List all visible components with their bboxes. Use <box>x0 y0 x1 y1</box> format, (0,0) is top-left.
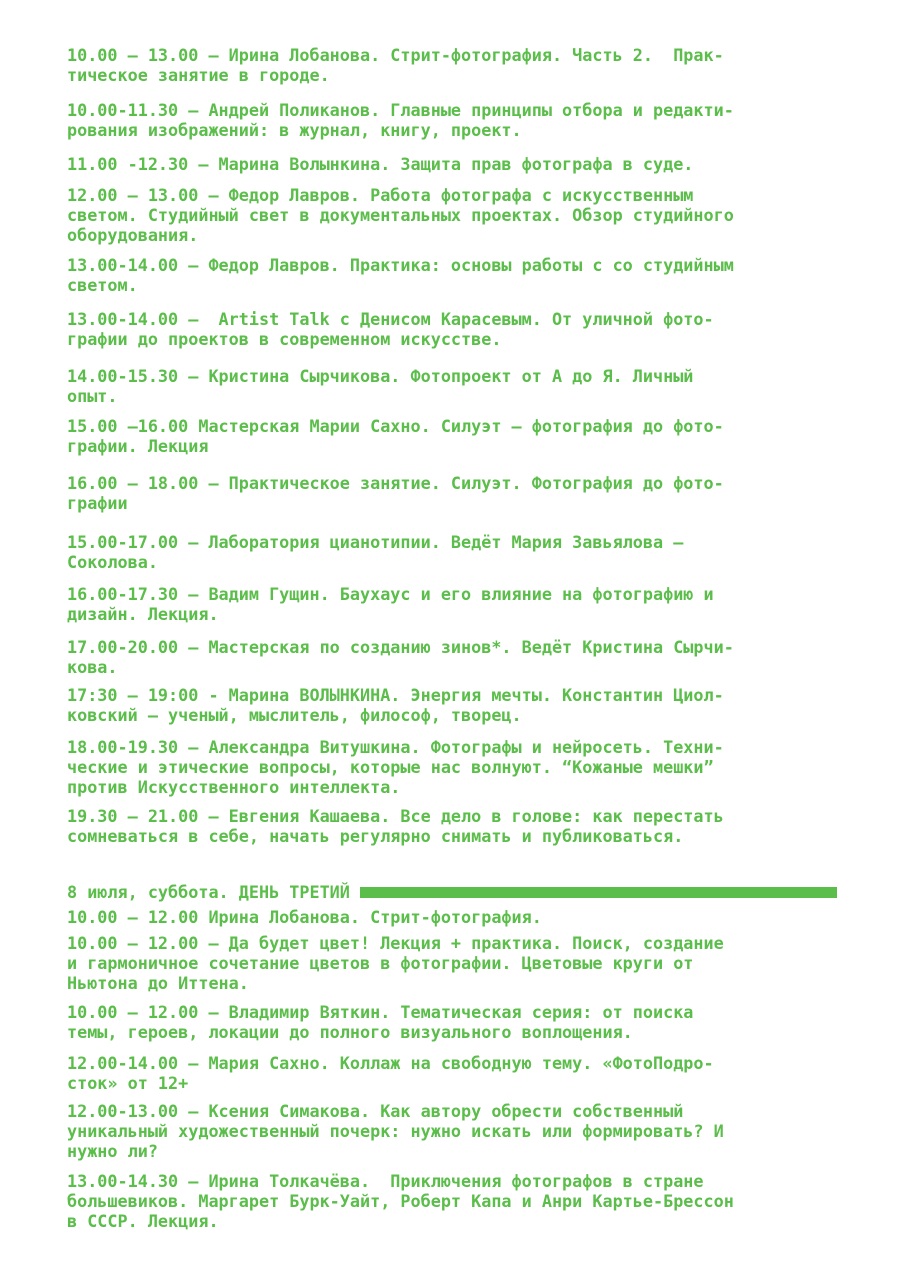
schedule-entry <box>67 532 847 572</box>
entry-line: 10.00 — 12.00 — Да будет цвет! Лекция + практика. Поиск, создание <box>67 933 724 953</box>
entry-line: 12.00-14.00 — Мария Сахно. Коллаж на свободную тему. «ФотоПодро- <box>67 1053 714 1073</box>
schedule-entry <box>67 737 847 797</box>
schedule-entry <box>67 1171 847 1231</box>
entry-line: против Искусственного интеллекта. <box>67 777 401 797</box>
schedule-entry <box>67 154 847 174</box>
entry-line: и гармоничное сочетание цветов в фотографии. Цветовые круги от <box>67 953 694 973</box>
entry-line: 13.00-14.00 — Федор Лавров. Практика: основы работы с со студийным <box>67 255 734 275</box>
entry-line: нужно ли? <box>67 1141 158 1161</box>
entry-line: светом. <box>67 275 138 295</box>
entry-line: сомневаться в себе, начать регулярно снимать и публиковаться. <box>67 826 684 846</box>
schedule-entry <box>67 309 847 349</box>
entry-line: Соколова. <box>67 552 158 572</box>
entry-line: темы, героев, локации до полного визуального воплощения. <box>67 1022 633 1042</box>
schedule-entry <box>67 933 847 993</box>
schedule-entry <box>67 45 847 85</box>
entry-line: 14.00-15.30 — Кристина Сырчикова. Фотопроект от А до Я. Личный <box>67 366 694 386</box>
entry-line: Ньютона до Иттена. <box>67 973 249 993</box>
entry-line: оборудования. <box>67 225 199 245</box>
schedule-entry <box>67 806 847 846</box>
entry-line: светом. Студийный свет в документальных проектах. Обзор студийного <box>67 205 734 225</box>
entry-line: уникальный художественный почерк: нужно искать или формировать? И <box>67 1121 724 1141</box>
entry-line: графии. Лекция <box>67 436 209 456</box>
entry-line: 13.00-14.00 — Artist Talk с Денисом Карасевым. От уличной фото- <box>67 309 714 329</box>
entry-line: 10.00 — 12.00 — Владимир Вяткин. Тематическая серия: от поиска <box>67 1002 694 1022</box>
entry-line: опыт. <box>67 386 118 406</box>
entry-line: 10.00 — 12.00 Ирина Лобанова. Стрит-фотография. <box>67 907 542 927</box>
entry-line: 16.00 — 18.00 — Практическое занятие. Силуэт. Фотография до фото- <box>67 473 724 493</box>
schedule-entry <box>67 1002 847 1042</box>
schedule-entry <box>67 416 847 456</box>
day-three-header <box>67 882 837 902</box>
schedule-entry <box>67 100 847 140</box>
schedule-entry <box>67 584 847 624</box>
entry-line: 17.00-20.00 — Мастерская по созданию зинов*. Ведёт Кристина Сырчи- <box>67 637 734 657</box>
entry-line: ковский — ученый, мыслитель, философ, творец. <box>67 705 522 725</box>
schedule-entry <box>67 637 847 677</box>
entry-line: 15.00-17.00 — Лаборатория цианотипии. Ведёт Мария Завьялова — <box>67 532 684 552</box>
day-three-title: 8 июля, суббота. ДЕНЬ ТРЕТИЙ <box>67 882 350 902</box>
schedule-entry <box>67 1053 847 1093</box>
schedule-entry <box>67 907 847 927</box>
entry-line: 17:30 — 19:00 - Марина ВОЛЫНКИНА. Энергия мечты. Константин Циол- <box>67 685 724 705</box>
entry-line: сток» от 12+ <box>67 1073 189 1093</box>
schedule-entry <box>67 185 847 245</box>
entry-line: 19.30 — 21.00 — Евгения Кашаева. Все дело в голове: как перестать <box>67 806 724 826</box>
entry-line: 12.00 — 13.00 — Федор Лавров. Работа фотографа с искусственным <box>67 185 694 205</box>
entry-line: 16.00-17.30 — Вадим Гущин. Баухаус и его влияние на фотографию и <box>67 584 714 604</box>
entry-line: 11.00 -12.30 — Марина Волынкина. Защита прав фотографа в суде. <box>67 154 694 174</box>
entry-line: большевиков. Маргарет Бурк-Уайт, Роберт Капа и Анри Картье-Брессон <box>67 1191 734 1211</box>
entry-line: графии <box>67 493 128 513</box>
day-header-bar <box>360 887 837 898</box>
schedule-entry <box>67 366 847 406</box>
entry-line: 15.00 —16.00 Мастерская Марии Сахно. Силуэт — фотография до фото- <box>67 416 724 436</box>
schedule-entry <box>67 1101 847 1161</box>
schedule-entry <box>67 255 847 295</box>
schedule-entry <box>67 473 847 513</box>
schedule-entry <box>67 685 847 725</box>
entry-line: дизайн. Лекция. <box>67 604 219 624</box>
entry-line: рования изображений: в журнал, книгу, проект. <box>67 120 522 140</box>
entry-line: кова. <box>67 657 118 677</box>
entry-line: 12.00-13.00 — Ксения Симакова. Как автору обрести собственный <box>67 1101 684 1121</box>
entry-line: 10.00 — 13.00 — Ирина Лобанова. Стрит-фотография. Часть 2. Прак- <box>67 45 724 65</box>
entry-line: 10.00-11.30 — Андрей Поликанов. Главные принципы отбора и редакти- <box>67 100 734 120</box>
entry-line: 18.00-19.30 — Александра Витушкина. Фотографы и нейросеть. Техни- <box>67 737 724 757</box>
entry-line: тическое занятие в городе. <box>67 65 330 85</box>
entry-line: ческие и этические вопросы, которые нас волнуют. “Кожаные мешки” <box>67 757 714 777</box>
entry-line: в СССР. Лекция. <box>67 1211 219 1231</box>
entry-line: 13.00-14.30 — Ирина Толкачёва. Приключения фотографов в стране <box>67 1171 704 1191</box>
entry-line: графии до проектов в современном искусстве. <box>67 329 502 349</box>
